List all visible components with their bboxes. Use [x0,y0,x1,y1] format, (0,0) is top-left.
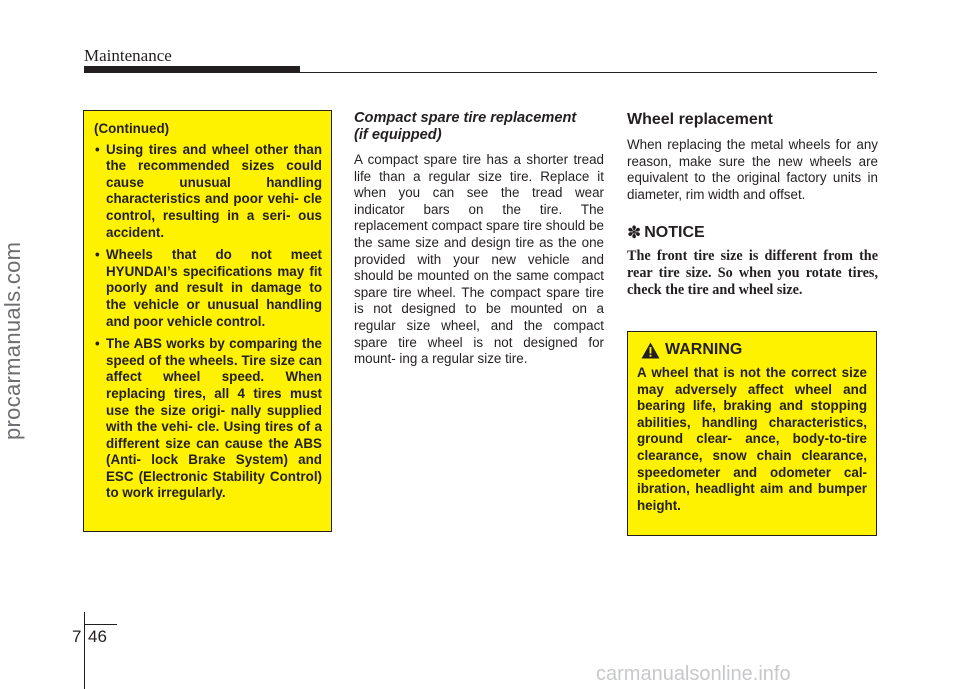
chapter-number: 7 [72,627,82,646]
warning-body: A wheel that is not the correct size may adversely affect wheel and bearing life, braking and stopping abilities, handling characteristics, ground clear- ance, body-to-tire clearance, snow chain clearance, speedometer and odometer cal- ibration, headlight aim and bumper height. [637,365,867,513]
continued-label: (Continued) [94,121,170,136]
bullet-text: The ABS works by comparing the speed of the wheels. Tire size can affect wheel speed. When replacing tires, all 4 tires must use the size origi- nally supplied with the vehi- cle. Using tires of a different size can cause the ABS (Anti- lock Brake System) and ESC (Electronic Stability Control) to work irregularly. [106,336,322,501]
wheel-replacement-body: When replacing the metal wheels for any reason, make sure the new wheels are equivalent to the original factory units in diameter, rim width and offset. [627,137,878,202]
notice-heading-text: NOTICE [644,224,705,242]
warning-heading [641,340,867,360]
compact-spare-section [354,110,604,368]
page-number: 46 [88,627,107,646]
notice-mark-icon: ✽ [627,223,642,243]
warning-heading-text: WARNING [665,341,743,358]
side-watermark: procarmanuals.com [0,241,25,440]
continued-caution-box [83,110,332,532]
compact-spare-heading-line2: (if equipped) [354,127,442,143]
compact-spare-body: A compact spare tire has a shorter tread life than a regular size tire. Replace it when you can see the tread wear indicator bars on the tire. The replacement compact spare tire should be the same size and design tire as the one provided with your new vehicle and should be mounted on the same compact spare tire wheel. The compact spare tire is not designed to be mounted on a regular size wheel, and the compact spare tire wheel is not designed for mount- ing a regular size tire. [354,152,604,367]
header-rule [84,72,877,73]
bullet-icon: • [95,141,100,157]
list-item [93,247,322,330]
compact-spare-heading-line1: Compact spare tire replacement [354,110,577,126]
notice-heading [627,223,878,242]
wheel-replacement-section [627,110,878,299]
wheel-replacement-heading: Wheel replacement [627,111,773,128]
compact-spare-heading [354,110,604,144]
page-section-title: Maintenance [84,46,172,65]
warning-box [627,331,877,536]
warning-triangle-icon [641,342,660,359]
notice-body: The front tire size is different from the rear tire size. So when you rotate tires, check the tire and wheel size. [627,248,878,299]
list-item [93,336,322,502]
bullet-text: Wheels that do not meet HYUNDAI’s specifications may fit poorly and result in damage to the vehicle or unusual handling and poor vehicle control. [106,247,322,329]
list-item [93,142,322,242]
bullet-text: Using tires and wheel other than the recommended sizes could cause unusual handling characteristics and poor vehi- cle control, resulting in a seri- ous accident. [106,141,322,240]
bottom-watermark: carmanualsonline.info [596,663,791,685]
footer-horizontal-rule [84,624,117,625]
bullet-icon: • [95,247,100,263]
bullet-icon: • [95,336,100,352]
